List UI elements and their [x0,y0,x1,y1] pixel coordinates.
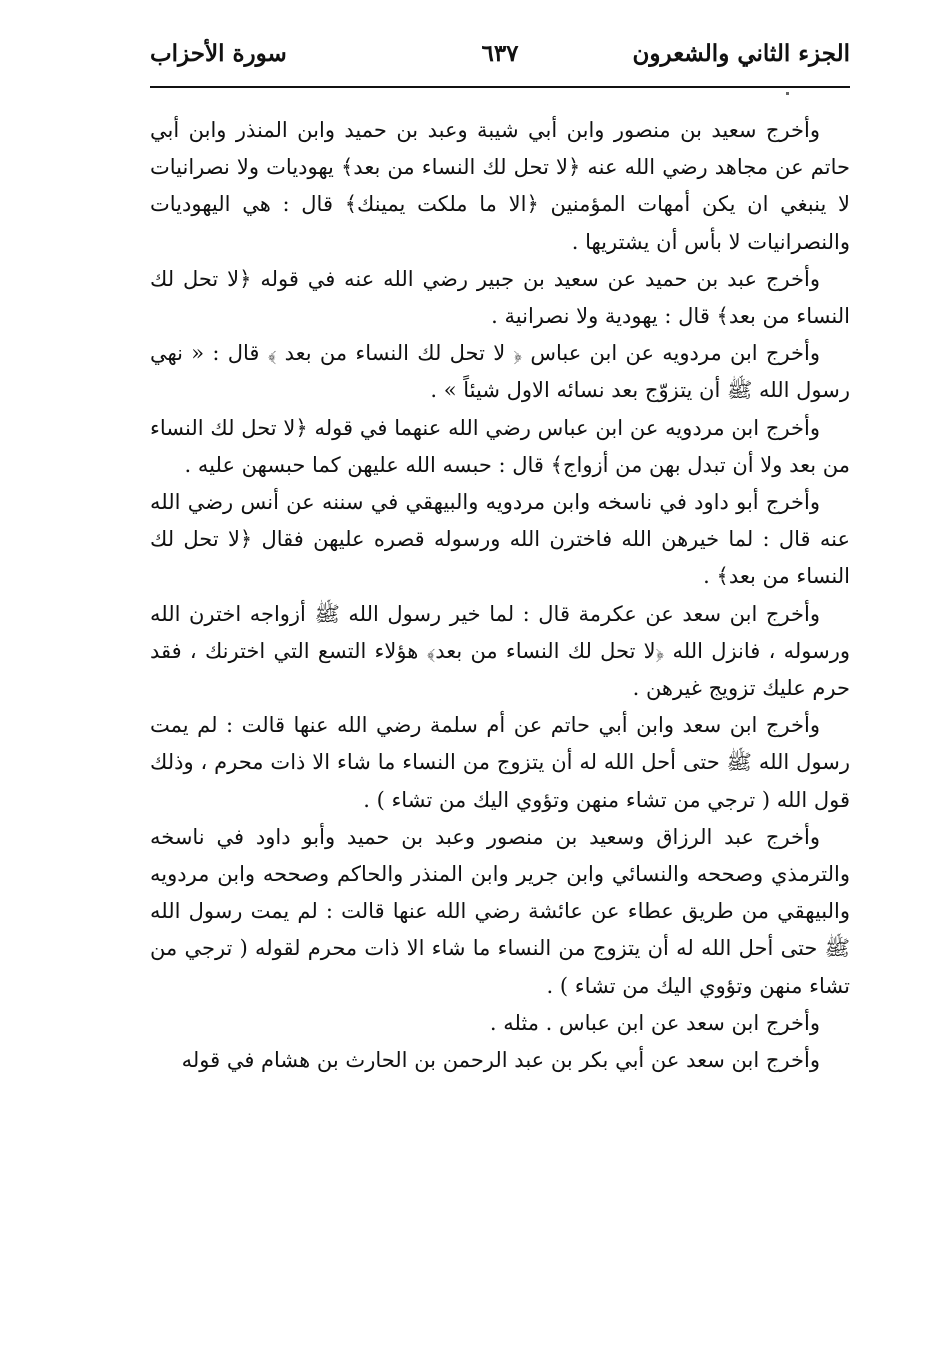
rule-mark [786,92,789,95]
part-title: الجزء الثاني والشعرون [632,40,850,67]
paragraph: وأخرج ابن مردويه عن ابن عباس رضي الله عنهما في قوله ﴿لا تحل لك النساء من بعد ولا أن تبدل بهن من أزواج﴾ قال : حبسه الله عليهن كما حبسهن عليه . [150,415,850,477]
paragraph: وأخرج أبو داود في ناسخه وابن مردويه والبيهقي في سننه عن أنس رضي الله عنه قال : لما خيرهن الله فاخترن الله ورسوله قصره عليهن فقال ﴿لا تحل لك النساء من بعد﴾ . [150,490,850,589]
paragraph: وأخرج ابن سعد وابن أبي حاتم عن أم سلمة رضي الله عنها قالت : لم يمت رسول الله ﷺ حتى أحل الله له أن يتزوج من النساء ما شاء الا ذات محرم ، وذلك قول الله ( ترجي من تشاء منهن وتؤوي اليك من تشاء ) . [150,713,850,812]
paragraph: وأخرج ابن سعد عن ابن عباس . مثله . [489,1010,820,1035]
paragraph: وأخرج ابن سعد عن أبي بكر بن عبد الرحمن بن الحارث بن هشام في قوله [181,1048,820,1073]
paragraph: وأخرج سعيد بن منصور وابن أبي شيبة وعبد بن حميد وابن المنذر وابن أبي حاتم عن مجاهد رضي الله عنه ﴿لا تحل لك النساء من بعد﴾ يهوديات ولا نصرانيات لا ينبغي ان يكن أمهات المؤمنين ﴿الا ما ملكت يمينك﴾ قال : هي اليهوديات والنصرانيات لا بأس أن يشتريها . [150,118,850,254]
paragraph: وأخرج عبد الرزاق وسعيد بن منصور وعبد بن حميد وأبو داود في ناسخه والترمذي وصححه والنسائي وابن جرير وابن المنذر والحاكم وصححه وابن مردويه والبيهقي من طريق عطاء عن عائشة رضي الله عنها قالت : لم يمت رسول الله ﷺ حتى أحل الله له أن يتزوج من النساء ما شاء الا ذات محرم لقوله ( ترجي من تشاء منهن وتؤوي اليك من تشاء ) . [150,824,850,998]
header-rule [150,86,850,88]
paragraph: وأخرج ابن مردويه عن ابن عباس ﴿ لا تحل لك النساء من بعد ﴾ قال : « نهي رسول الله ﷺ أن يتزوّج بعد نسائه الاول شيئاً » . [150,341,850,403]
page-number: ٦٣٧ [481,40,519,67]
running-header [150,36,850,76]
paragraph: وأخرج عبد بن حميد عن سعيد بن جبير رضي الله عنه في قوله ﴿لا تحل لك النساء من بعد﴾ قال : يهودية ولا نصرانية . [150,266,850,329]
paragraph: وأخرج ابن سعد عن عكرمة قال : لما خير رسول الله ﷺ أزواجه اخترن الله ورسوله ، فانزل الله ﴿لا تحل لك النساء من بعد﴾ هؤلاء التسع التي اخترنك ، فقد حرم عليك تزويج غيرهن . [150,601,850,701]
surah-title: سورة الأحزاب [150,40,287,67]
page-body [150,112,850,1079]
